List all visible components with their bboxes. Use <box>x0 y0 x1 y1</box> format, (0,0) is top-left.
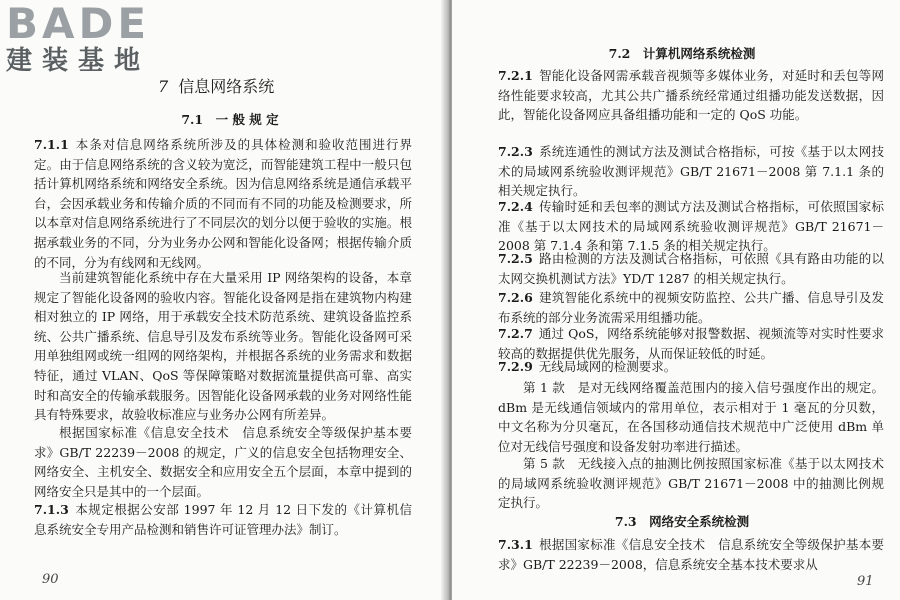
clause-text: 传输时延和丢包率的测试方法及测试合格指标，可依照国家标准《基于以太网技术的局域网系统验收测评规范》GB/T 21671－2008 第 7.1.4 条和第 7.1.5 条的相关规定执行。 <box>498 199 884 254</box>
clause-number: 7.2.6 <box>498 290 533 305</box>
clause-7-2-3 <box>498 142 884 201</box>
clause-number: 7.2.1 <box>498 68 533 83</box>
clause-text: 无线局域网的检测要求。 <box>538 359 677 374</box>
clause-7-1-1 <box>34 135 412 272</box>
bade-logo <box>6 2 186 76</box>
clause-number: 7.3.1 <box>498 537 533 552</box>
paragraph-clause-5: 第 5 款 无线接入点的抽测比例按照国家标准《基于以太网技术的局域网系统验收测评规范》GB/T 21671－2008 中的抽测比例规定执行。 <box>498 456 884 511</box>
logo-chinese-text: 建装基地 <box>6 46 151 76</box>
clause-text: 根据国家标准《信息安全技术 信息系统安全等级保护基本要求》GB/T 22239－2008，信息系统安全基本技术要求从 <box>498 537 884 572</box>
clause-number: 7.1.3 <box>34 502 69 517</box>
paragraph-security-standard: 根据国家标准《信息安全技术 信息系统安全等级保护基本要求》GB/T 22239－2008 的规定，广义的信息安全包括物理安全、网络安全、主机安全、数据安全和应用安全五个层面，本章中提到的网络安全只是其中的一个层面。 <box>34 425 412 499</box>
clause-number: 7.2.3 <box>498 144 533 159</box>
clause-number: 7.2.7 <box>498 326 533 341</box>
clause-text: 建筑智能化系统中的视频安防监控、公共广播、信息导引及发布系统的部分业务流需采用组播功能。 <box>498 290 884 325</box>
clause-text: 本条对信息网络系统所涉及的具体检测和验收范围进行界定。由于信息网络系统的含义较为宽泛，而智能建筑工程中一般只包括计算机网络系统和网络安全系统。因为信息网络系统是通信承载平台，会因承载业务和传输介质的不同而有不同的功能及检测要求，所以本章对信息网络系统进行了不同层次的划分以便于验收的实施。根据承载业务的不同，分为业务办公网和智能化设备网；根据传输介质的不同，分为有线网和无线网。 <box>34 137 412 270</box>
right-page <box>452 0 900 600</box>
clause-7-2-6 <box>498 288 884 327</box>
clause-text: 本规定根据公安部 1997 年 12 月 12 日下发的《计算机信息系统安全专用产品检测和销售许可证管理办法》制订。 <box>34 502 412 537</box>
clause-7-2-1 <box>498 66 884 125</box>
section-7-3-title: 7.3 网络安全系统检测 <box>614 514 750 529</box>
logo-wordmark: BADE <box>6 0 151 48</box>
section-7-2-title: 7.2 计算机网络系统检测 <box>608 46 756 61</box>
chapter-title: 信息网络系统 <box>178 77 275 96</box>
clause-text: 通过 QoS，网络系统能够对报警数据、视频流等对实时性要求较高的数据提供优先服务，从而保证较低的时延。 <box>498 326 884 361</box>
paragraph-clause-1: 第 1 款 是对无线网络覆盖范围内的接入信号强度作出的规定。dBm 是无线通信领域内的常用单位，表示相对于 1 毫瓦的分贝数，中文名称为分贝毫瓦，在各国移动通信技术规范中广泛使用 dBm 单位对无线信号强度和设备发射功率进行描述。 <box>498 380 884 454</box>
paragraph-smart-device-network: 当前建筑智能化系统中存在大量采用 IP 网络架构的设备，本章规定了智能化设备网的验收内容。智能化设备网是指在建筑物内构建相对独立的 IP 网络，用于承载安全技术防范系统、建筑设备监控系统、公共广播系统、信息导引及发布系统等业务。智能化设备网可采用单独组网或统一组网的网络架构，并根据各系统的业务需求和数据特征，通过 VLAN、QoS 等保障策略对数据流量提供高可靠、高实时和高安全的传输承载服务。因智能化设备网承载的业务对网络性能具有特殊要求，故验收标准应与业务办公网有所差异。 <box>34 270 412 423</box>
left-page <box>0 0 448 600</box>
clause-7-2-9 <box>498 357 884 377</box>
chapter-heading <box>158 74 274 97</box>
clause-number: 7.2.4 <box>498 199 533 214</box>
clause-text: 智能化设备网需承载音视频等多媒体业务，对延时和丢包等网络性能要求较高，尤其公共广播系统经常通过组播功能发送数据，因此，智能化设备网应具备组播功能和一定的 QoS 功能。 <box>498 68 884 123</box>
clause-text: 系统连通性的测试方法及测试合格指标，可按《基于以太网技术的局域网系统验收测评规范》GB/T 21671－2008 第 7.1.1 条的相关规定执行。 <box>498 144 884 199</box>
chapter-number: 7 <box>158 77 169 96</box>
clause-number: 7.2.9 <box>498 359 533 374</box>
clause-7-2-4 <box>498 197 884 256</box>
page-number-right: 91 <box>857 574 874 589</box>
clause-number: 7.1.1 <box>34 137 69 152</box>
section-7-1-title: 7.1 一 般 规 定 <box>181 112 279 127</box>
clause-7-3-1 <box>498 535 884 574</box>
page-number-left: 90 <box>42 572 59 587</box>
clause-7-1-3 <box>34 500 412 539</box>
clause-text: 路由检测的方法及测试合格指标，可依照《具有路由功能的以太网交换机测试方法》YD/T 1287 的相关规定执行。 <box>498 251 884 286</box>
clause-7-2-5 <box>498 249 884 288</box>
clause-number: 7.2.5 <box>498 251 533 266</box>
